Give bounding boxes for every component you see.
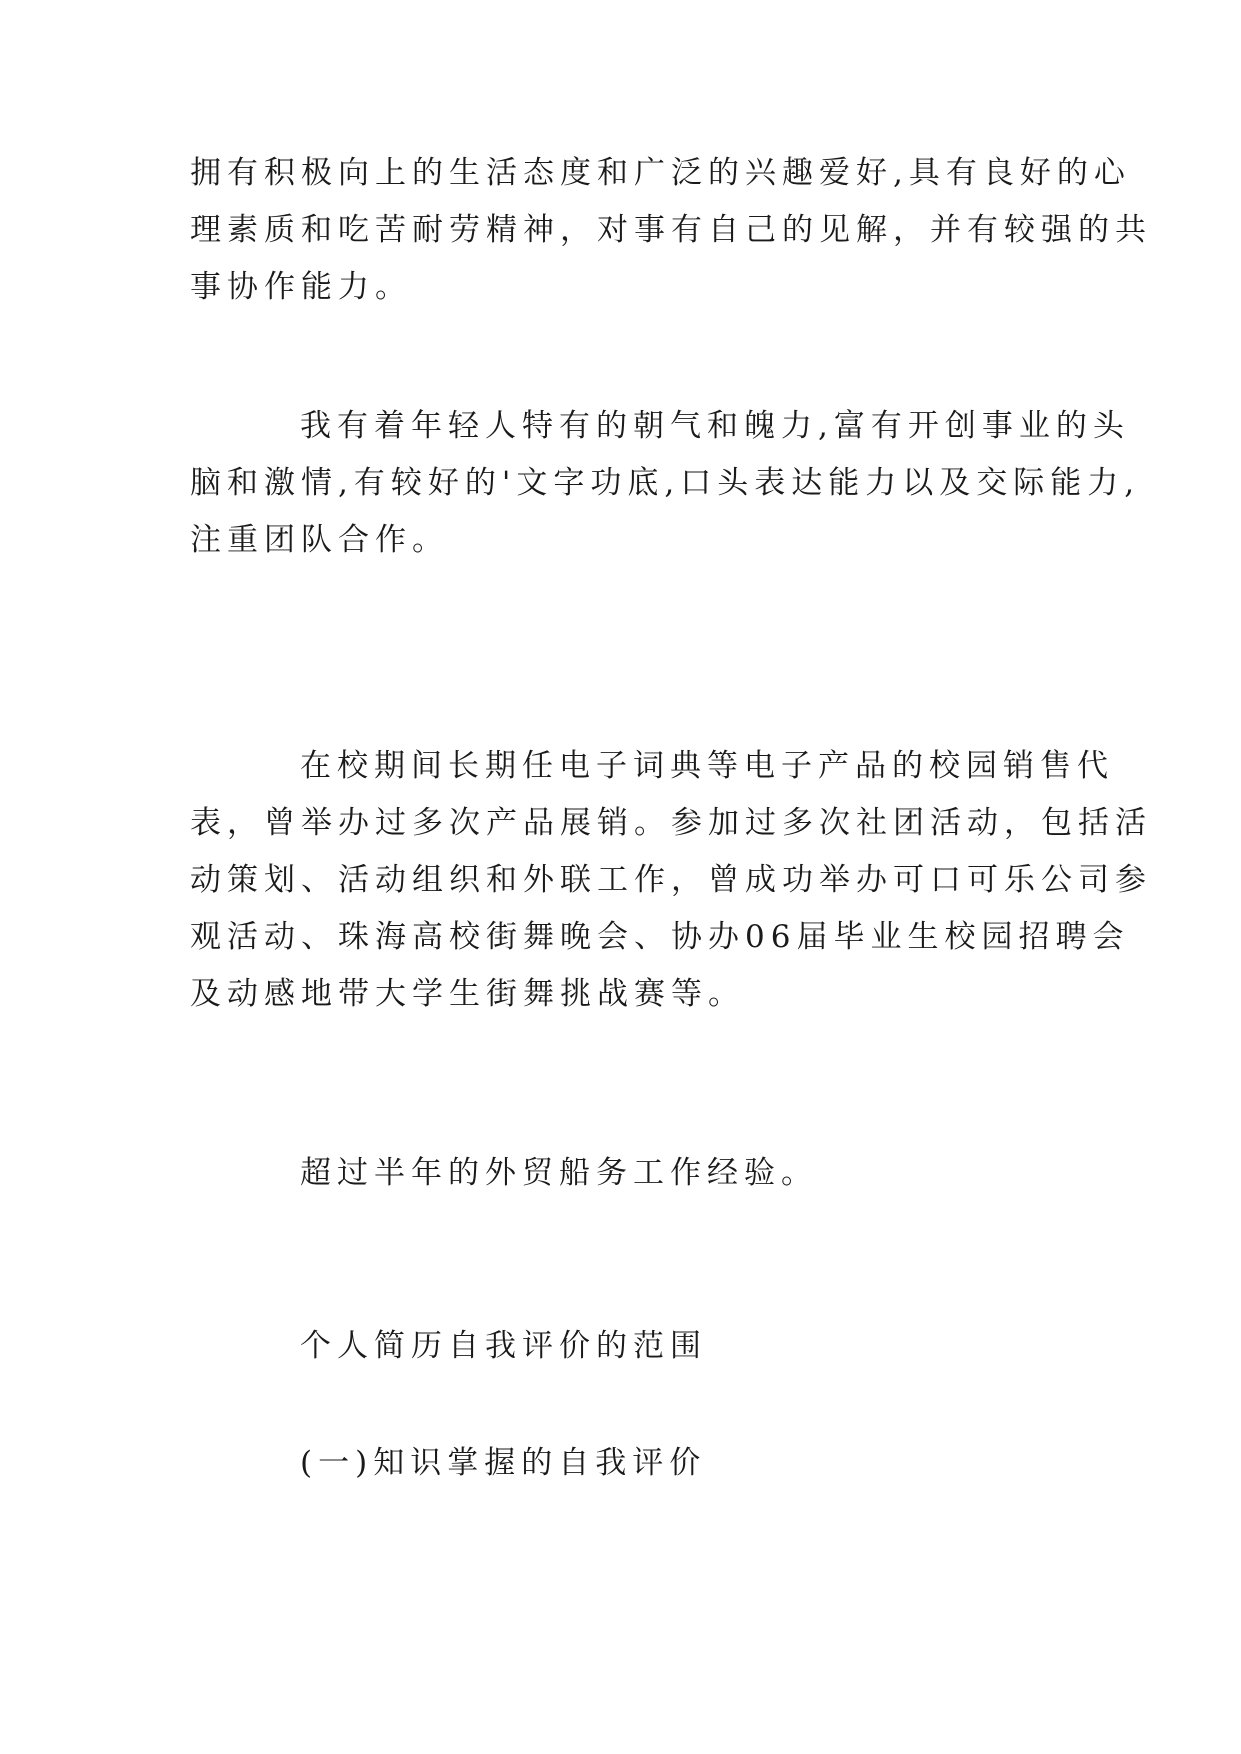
paragraph-line: 理素质和吃苦耐劳精神，对事有自己的见解，并有较强的共 [190,212,1152,248]
experience-line: 超过半年的外贸船务工作经验。 [300,1155,818,1191]
paragraph-line: 表，曾举办过多次产品展销。参加过多次社团活动，包括活 [190,805,1152,841]
paragraph-line: 我有着年轻人特有的朝气和魄力,富有开创事业的头 [300,408,1130,444]
paragraph-line: 观活动、珠海高校街舞晚会、协办06届毕业生校园招聘会 [190,919,1130,955]
paragraph-attitude [190,145,1152,316]
paragraph-line: 及动感地带大学生街舞挑战赛等。 [190,976,745,1012]
section-heading: 个人简历自我评价的范围 [300,1328,707,1364]
paragraph-line: 在校期间长期任电子词典等电子产品的校园销售代 [300,748,1114,784]
paragraph-line: 脑和激情,有较好的'文字功底,口头表达能力以及交际能力, [190,465,1141,501]
paragraph-vitality [190,398,1141,569]
paragraph-line: 事协作能力。 [190,269,412,305]
paragraph-line: 注重团队合作。 [190,522,449,558]
paragraph-line: 动策划、活动组织和外联工作，曾成功举办可口可乐公司参 [190,862,1152,898]
subsection-heading: (一)知识掌握的自我评价 [300,1445,707,1481]
paragraph-campus-experience [190,738,1152,1023]
paragraph-line: 拥有积极向上的生活态度和广泛的兴趣爱好,具有良好的心 [190,155,1131,191]
